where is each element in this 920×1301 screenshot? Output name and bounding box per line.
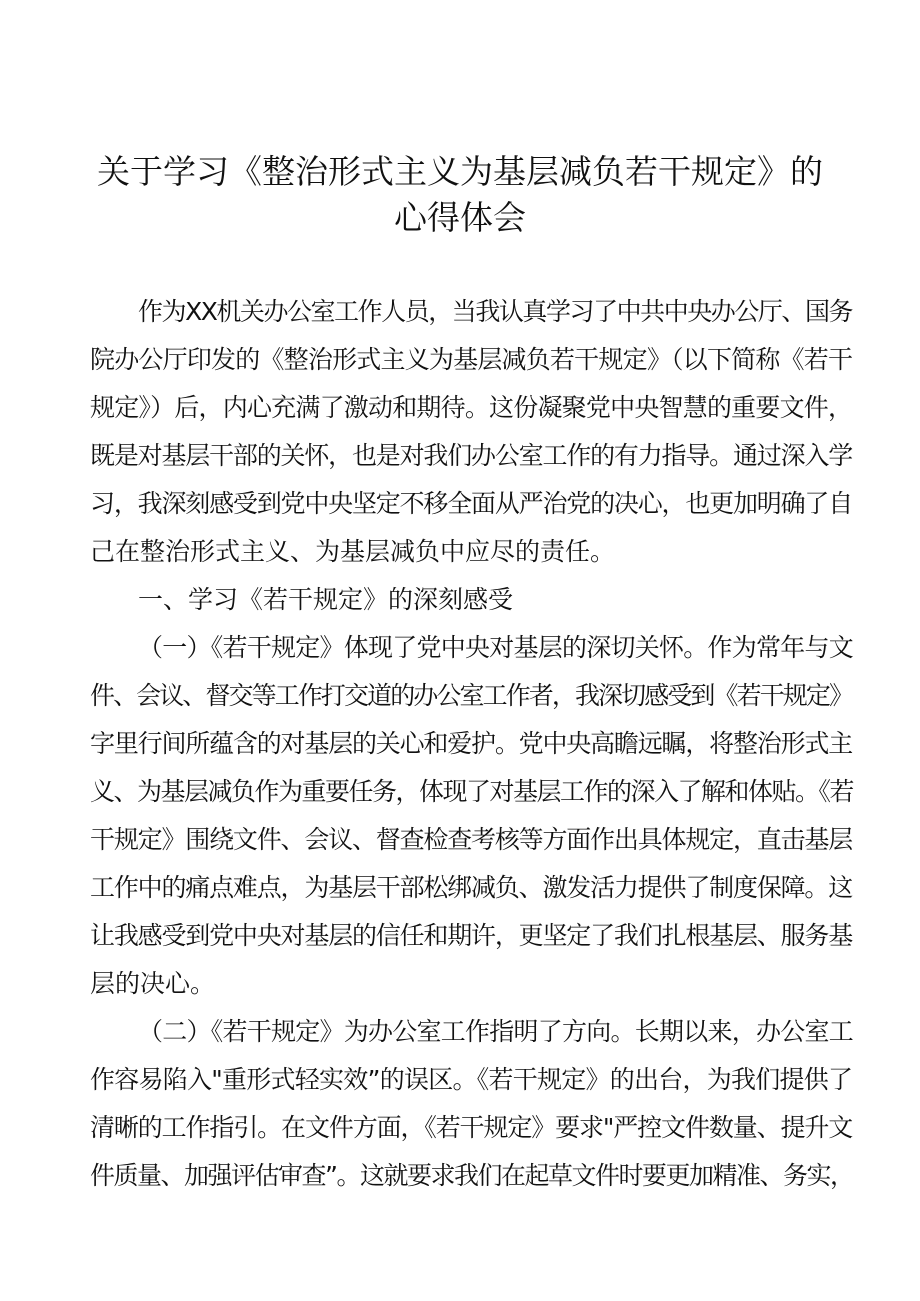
paragraph-2-line-1: （一）《若干规定》体现了党中央对基层的深切关怀。作为常年与文 (138, 633, 854, 662)
paragraph-1-line-1: 作为XX机关办公室工作人员，当我认真学习了中共中央办公厅、国务 (138, 297, 852, 326)
section-heading-1: 一、学习《若干规定》的深刻感受 (138, 585, 514, 614)
paragraph-1-line-4: 既是对基层干部的关怀，也是对我们办公室工作的有力指导。通过深入学 (90, 441, 852, 470)
paragraph-1-line-3: 规定》）后，内心充满了激动和期待。这份凝聚党中央智慧的重要文件， (90, 393, 852, 422)
paragraph-2-line-2: 件、会议、督交等工作打交道的办公室工作者，我深切感受到《若干规定》 (90, 681, 852, 710)
paragraph-3-line-3: 清晰的工作指引。在文件方面，《若干规定》要求"严控文件数量、提升文 (90, 1113, 852, 1142)
paragraph-2-line-6: 工作中的痛点难点，为基层干部松绑减负、激发活力提供了制度保障。这 (90, 873, 852, 902)
paragraph-3-line-2: 作容易陷入"重形式轻实效”的误区。《若干规定》的出台，为我们提供了 (90, 1065, 853, 1094)
paragraph-1-line-5: 习，我深刻感受到党中央坚定不移全面从严治党的决心，也更加明确了自 (90, 489, 852, 518)
paragraph-3-line-4: 件质量、加强评估审查”。这就要求我们在起草文件时要更加精准、务实， (90, 1161, 854, 1190)
document-title-line-1: 关于学习《整治形式主义为基层减负若干规定》的 (97, 152, 823, 191)
paragraph-2-line-5: 干规定》围绕文件、会议、督查检查考核等方面作出具体规定，直击基层 (90, 825, 852, 854)
paragraph-2-line-8: 层的决心。 (90, 969, 216, 998)
paragraph-2-line-7: 让我感受到党中央对基层的信任和期许，更坚定了我们扎根基层、服务基 (90, 921, 852, 950)
paragraph-3-line-1: （二）《若干规定》为办公室工作指明了方向。长期以来，办公室工 (138, 1017, 854, 1046)
document-title-line-2: 心得体会 (394, 198, 526, 237)
paragraph-1-line-2: 院办公厅印发的《整治形式主义为基层减负若干规定》（以下简称《若干 (90, 345, 852, 374)
paragraph-2-line-3: 字里行间所蕴含的对基层的关心和爱护。党中央高瞻远瞩，将整治形式主 (90, 729, 852, 758)
paragraph-2-line-4: 义、为基层减负作为重要任务，体现了对基层工作的深入了解和体贴。《若 (90, 777, 854, 806)
paragraph-1-line-6: 己在整治形式主义、为基层减负中应尽的责任。 (90, 537, 616, 566)
